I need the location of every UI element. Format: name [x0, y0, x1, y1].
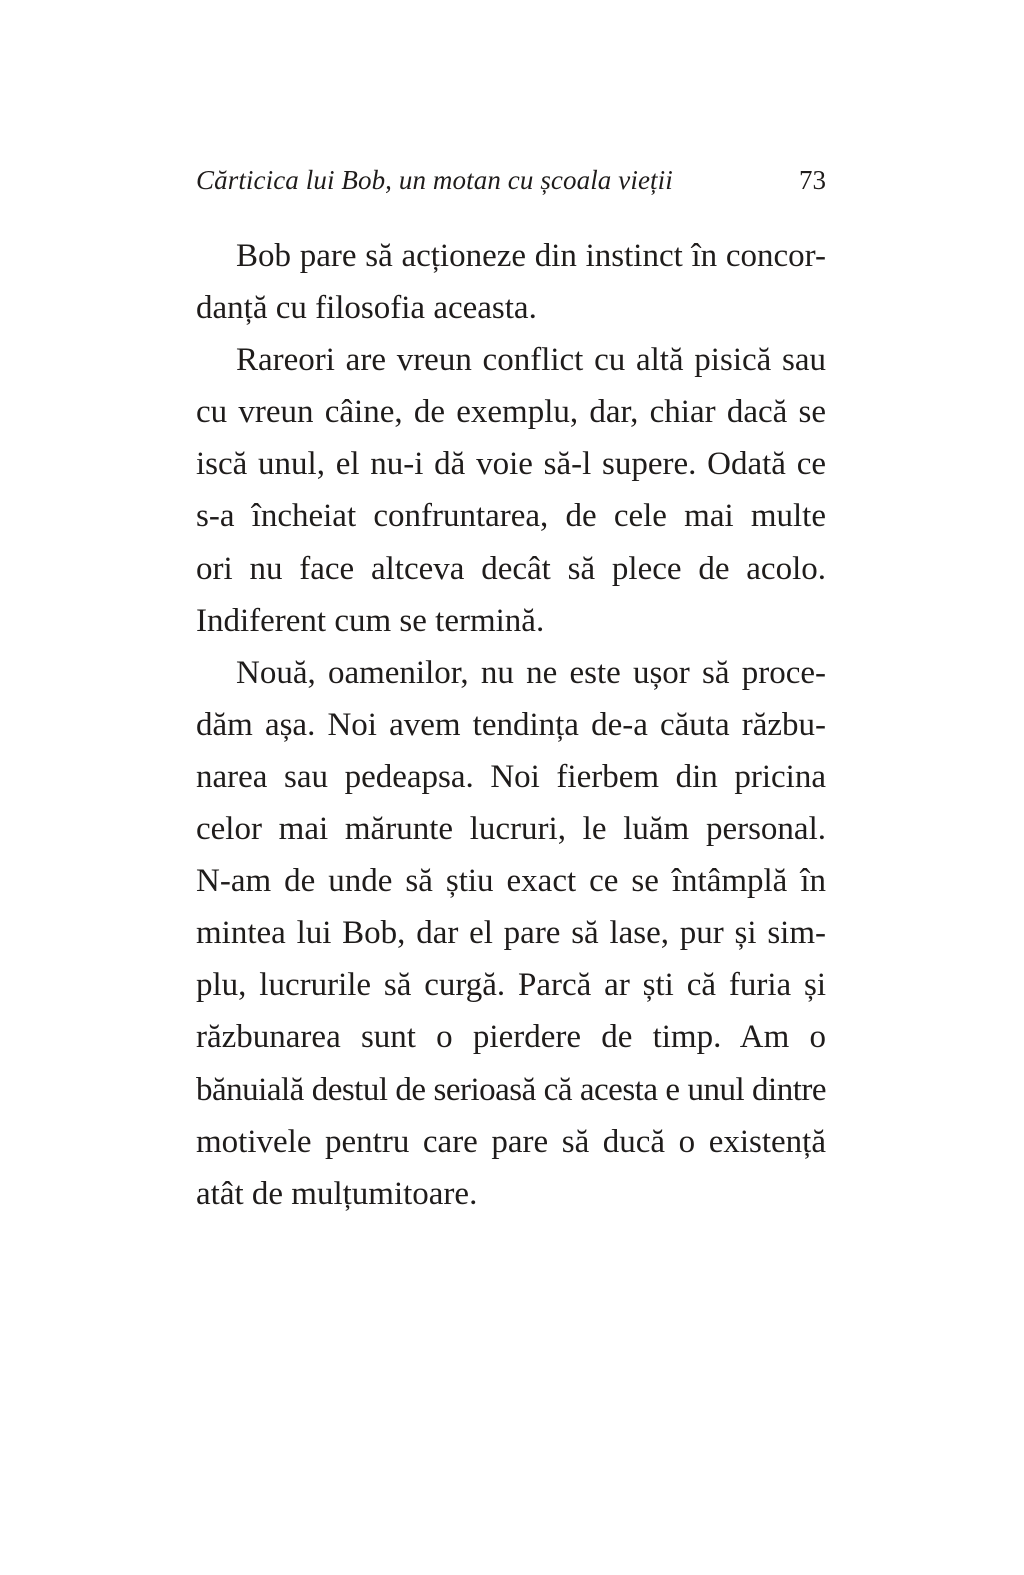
- running-head: [196, 160, 826, 200]
- text-line: danță cu filosofia aceasta.: [196, 290, 537, 327]
- text-line: Indiferent cum se termină.: [196, 602, 545, 639]
- text-line: motivele pentru care pare să ducă o existență: [196, 1123, 826, 1160]
- text-line: celor mai mărunte lucruri, le luăm personal.: [196, 811, 826, 848]
- text-line: Rareori are vreun conflict cu altă pisică sau: [236, 342, 826, 379]
- text-line: bănuială destul de serioasă că acesta e unul dintre: [196, 1071, 826, 1108]
- text-line: atât de mulțumitoare.: [196, 1175, 478, 1212]
- text-line: dăm așa. Noi avem tendința de-a căuta răzbu-: [196, 706, 826, 743]
- text-line: cu vreun câine, de exemplu, dar, chiar dacă se: [196, 394, 826, 431]
- page-number: 73: [799, 165, 826, 195]
- text-line: Bob pare să acționeze din instinct în concor-: [236, 238, 826, 274]
- text-line: N-am de unde să știu exact ce se întâmplă în: [196, 863, 826, 900]
- text-line: s-a încheiat confruntarea, de cele mai multe: [196, 498, 826, 535]
- text-line: Nouă, oamenilor, nu ne este ușor să proce-: [236, 654, 826, 691]
- running-title: Cărticica lui Bob, un motan cu școala vieții: [196, 165, 673, 195]
- text-line: plu, lucrurile să curgă. Parcă ar ști că furia și: [196, 967, 826, 1004]
- text-line: mintea lui Bob, dar el pare să lase, pur și sim-: [196, 915, 826, 952]
- text-line: narea sau pedeapsa. Noi fierbem din pricina: [196, 758, 826, 795]
- text-line: iscă unul, el nu-i dă voie să-l supere. Odată ce: [196, 446, 826, 483]
- text-line: răzbunarea sunt o pierdere de timp. Am o: [196, 1019, 826, 1056]
- body-text: [196, 230, 826, 1220]
- text-line: ori nu face altceva decât să plece de acolo.: [196, 550, 826, 587]
